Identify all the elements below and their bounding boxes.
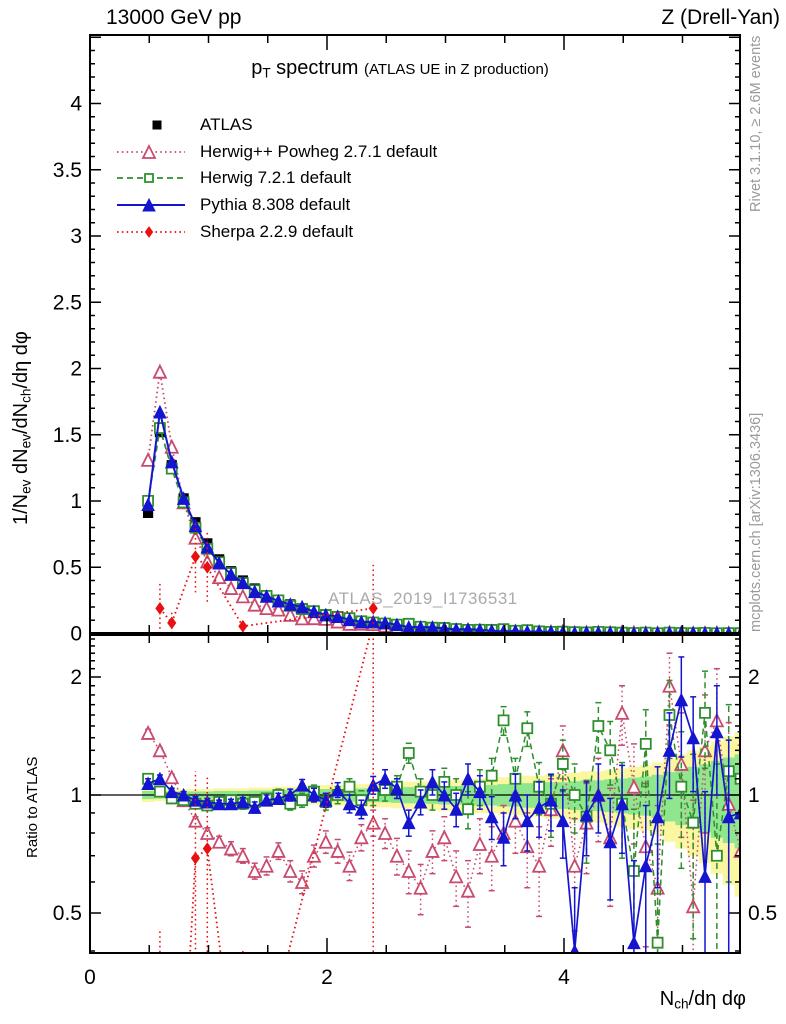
beam-energy-label: 13000 GeV pp bbox=[106, 6, 242, 29]
legend-item-atlas bbox=[115, 112, 437, 139]
legend-label: Herwig++ Powheg 2.7.1 default bbox=[200, 141, 438, 161]
svg-text:1: 1 bbox=[70, 490, 82, 513]
title-analysis: (ATLAS UE in Z production) bbox=[364, 61, 549, 78]
svg-text:3: 3 bbox=[70, 225, 82, 248]
svg-text:2: 2 bbox=[748, 665, 760, 689]
triangle-filled-legend-icon bbox=[115, 197, 187, 213]
legend-label: Pythia 8.308 default bbox=[200, 195, 351, 215]
legend-item-pythia bbox=[115, 192, 437, 219]
legend-item-herwig bbox=[115, 139, 437, 166]
y-axis-title-ratio: Ratio to ATLAS bbox=[24, 756, 41, 858]
diamond-filled-legend-icon bbox=[115, 224, 187, 240]
legend-item-sherpa bbox=[115, 218, 437, 245]
rivet-version-note: Rivet 3.1.10, ≥ 2.6M events bbox=[748, 35, 764, 212]
svg-text:0.5: 0.5 bbox=[748, 902, 778, 926]
title-observable: $p_T$ spectrum bbox=[251, 57, 359, 81]
x-axis-title: $N_{ch}/d\eta$ dφ bbox=[659, 988, 746, 1012]
svg-text:0: 0 bbox=[84, 966, 96, 989]
analysis-id-watermark: ATLAS_2019_I1736531 bbox=[328, 589, 518, 608]
legend-item-herwig bbox=[115, 165, 437, 192]
legend bbox=[115, 112, 437, 245]
svg-text:2: 2 bbox=[70, 357, 82, 381]
process-label: Z (Drell-Yan) bbox=[661, 6, 780, 29]
svg-text:2: 2 bbox=[321, 966, 333, 989]
legend-label: ATLAS bbox=[200, 115, 253, 135]
svg-text:3.5: 3.5 bbox=[52, 158, 82, 182]
legend-label: Herwig 7.2.1 default bbox=[200, 168, 352, 188]
legend-label: Sherpa 2.2.9 default bbox=[200, 221, 354, 241]
svg-text:1.5: 1.5 bbox=[52, 423, 82, 447]
svg-text:0: 0 bbox=[70, 622, 82, 646]
mcplots-reference-note: mcplots.cern.ch [arXiv:1306.3436] bbox=[748, 412, 764, 632]
svg-text:2.5: 2.5 bbox=[52, 291, 82, 315]
square-filled-legend-icon bbox=[115, 117, 187, 133]
svg-text:0.5: 0.5 bbox=[52, 556, 82, 580]
triangle-open-legend-icon bbox=[115, 144, 187, 160]
plot-title bbox=[120, 57, 680, 80]
svg-text:4: 4 bbox=[558, 966, 570, 989]
svg-text:4: 4 bbox=[70, 92, 82, 116]
svg-text:2: 2 bbox=[70, 665, 82, 689]
svg-text:1: 1 bbox=[748, 784, 760, 807]
square-open-legend-icon bbox=[115, 170, 187, 186]
svg-text:1: 1 bbox=[70, 784, 82, 807]
svg-text:0.5: 0.5 bbox=[52, 902, 82, 926]
y-axis-title-main: $1/N_{ev}$ $dN_{ev}/dN_{ch}/d\eta$ dφ bbox=[10, 331, 34, 525]
